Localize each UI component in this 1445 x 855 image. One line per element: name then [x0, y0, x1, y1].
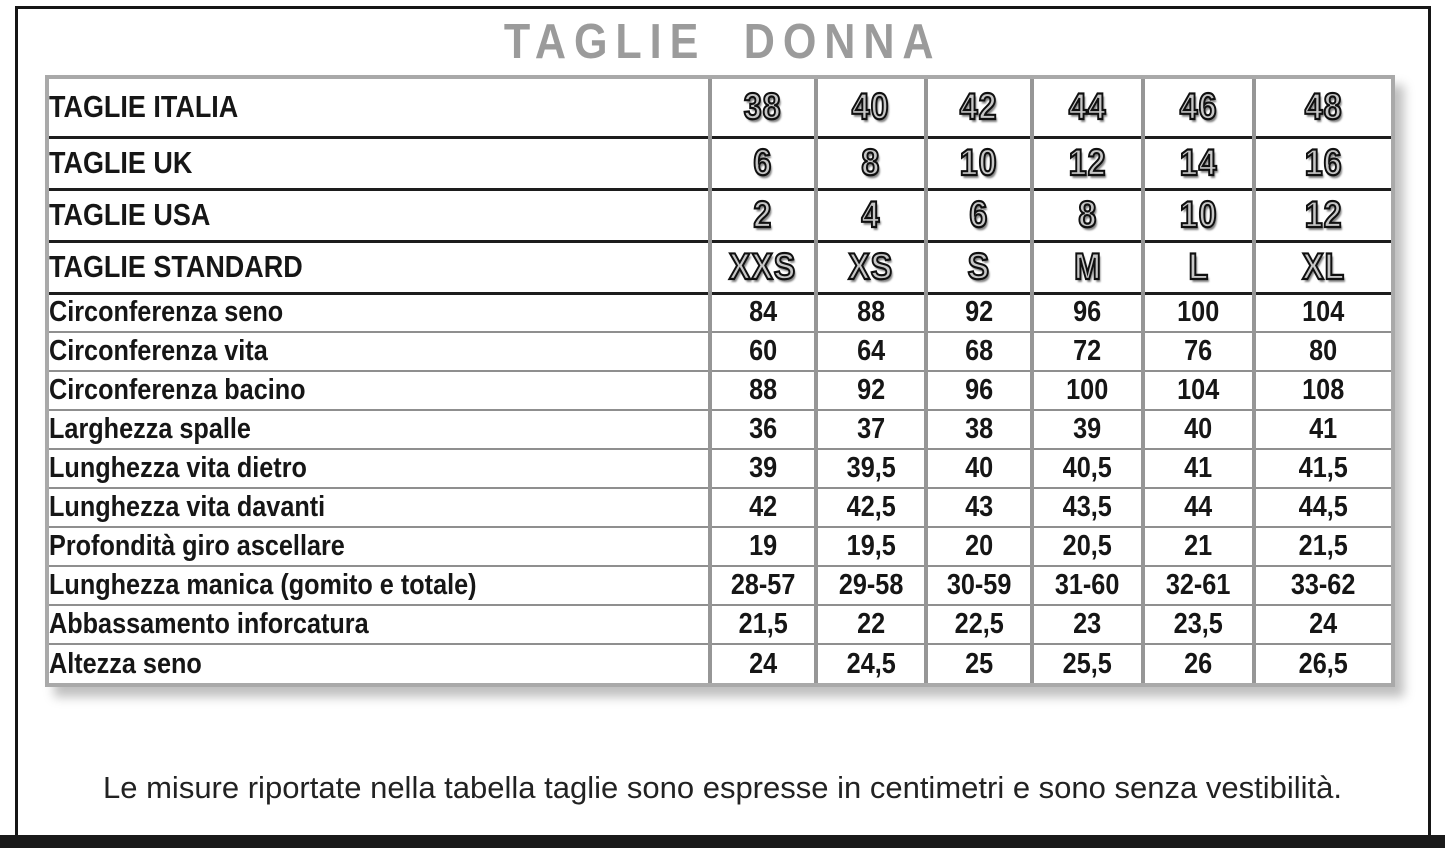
- measurement-value-cell: [926, 605, 1032, 644]
- cell-value: 20,5: [1062, 530, 1113, 562]
- cell-value: 24: [1309, 608, 1338, 640]
- row-label: [49, 293, 710, 332]
- cell-value: 40: [964, 452, 994, 484]
- cell-value: 44,5: [1298, 491, 1349, 523]
- measurement-value-cell: [816, 527, 926, 566]
- row-label-text: TAGLIE ITALIA: [49, 89, 239, 125]
- size-value-cell: [1032, 79, 1143, 137]
- measurement-value-cell: [926, 566, 1032, 605]
- cell-value: 39,5: [846, 452, 896, 484]
- size-value-cell: [710, 189, 816, 241]
- measurement-value-cell: [710, 605, 816, 644]
- size-value-cell: [1143, 189, 1254, 241]
- page-title: [0, 14, 1445, 70]
- measurement-value-cell: [710, 527, 816, 566]
- measurement-value-cell: [1032, 644, 1143, 683]
- cell-value: 38: [744, 86, 782, 128]
- row-label: [49, 605, 710, 644]
- cell-value: L: [1188, 246, 1209, 287]
- measurement-value-cell: [816, 488, 926, 527]
- measurement-value-cell: [710, 566, 816, 605]
- measurement-value-cell: [1032, 449, 1143, 488]
- size-value-cell: [816, 189, 926, 241]
- measurement-value-cell: [1254, 449, 1391, 488]
- measurement-value-cell: [816, 566, 926, 605]
- cell-value: 22: [856, 608, 886, 640]
- size-value-cell: [710, 241, 816, 293]
- measurement-value-cell: [1143, 605, 1254, 644]
- measurement-value-cell: [710, 371, 816, 410]
- measurement-value-cell: [1143, 449, 1254, 488]
- measurement-value-cell: [816, 371, 926, 410]
- cell-value: 2: [753, 194, 773, 235]
- size-value-cell: [926, 79, 1032, 137]
- cell-value: 48: [1304, 86, 1343, 128]
- size-value-cell: [1143, 137, 1254, 189]
- measurement-value-cell: [926, 410, 1032, 449]
- measurement-value-cell: [710, 449, 816, 488]
- size-value-cell: [1143, 79, 1254, 137]
- cell-value: 96: [1073, 296, 1102, 329]
- row-label-text: Abbassamento inforcatura: [49, 608, 369, 640]
- row-label-text: Lunghezza manica (gomito e totale): [49, 569, 477, 601]
- cell-value: 104: [1302, 296, 1345, 329]
- cell-value: 16: [1304, 142, 1343, 183]
- cell-value: 72: [1073, 335, 1102, 367]
- row-label: [49, 371, 710, 410]
- measurement-value-cell: [816, 293, 926, 332]
- cell-value: 40: [1184, 413, 1213, 445]
- measurement-value-cell: [710, 488, 816, 527]
- cell-value: 26: [1184, 647, 1213, 680]
- measurement-value-cell: [1032, 410, 1143, 449]
- cell-value: 60: [748, 335, 778, 367]
- row-label-text: Lunghezza vita dietro: [49, 452, 307, 484]
- cell-value: 33-62: [1291, 569, 1356, 601]
- size-value-cell: [926, 189, 1032, 241]
- row-label: [49, 488, 710, 527]
- size-value-cell: [1254, 241, 1391, 293]
- measurement-row: [49, 410, 1391, 449]
- cell-value: 42,5: [846, 491, 896, 523]
- measurement-value-cell: [926, 449, 1032, 488]
- cell-value: 19,5: [846, 530, 896, 562]
- cell-value: 108: [1302, 374, 1345, 406]
- measurement-value-cell: [1143, 332, 1254, 371]
- cell-value: 38: [964, 413, 994, 445]
- measurement-value-cell: [926, 527, 1032, 566]
- cell-value: 46: [1179, 86, 1218, 128]
- row-label: [49, 241, 710, 293]
- cell-value: 40: [852, 86, 890, 128]
- measurement-row: [49, 449, 1391, 488]
- measurement-row: [49, 644, 1391, 683]
- row-label: [49, 566, 710, 605]
- cell-value: 28-57: [730, 569, 796, 601]
- measurement-value-cell: [816, 410, 926, 449]
- cell-value: 20: [964, 530, 994, 562]
- size-value-cell: [1143, 241, 1254, 293]
- cell-value: 22,5: [954, 608, 1004, 640]
- cell-value: 4: [861, 194, 881, 235]
- measurement-value-cell: [1143, 410, 1254, 449]
- cell-value: 40,5: [1062, 452, 1113, 484]
- measurement-row: [49, 605, 1391, 644]
- cell-value: 41,5: [1298, 452, 1349, 484]
- cell-value: 6: [753, 142, 773, 183]
- row-label: [49, 449, 710, 488]
- measurement-value-cell: [1143, 566, 1254, 605]
- measurement-value-cell: [710, 293, 816, 332]
- measurement-value-cell: [1143, 488, 1254, 527]
- row-label-text: Circonferenza bacino: [49, 374, 306, 406]
- measurement-row: [49, 293, 1391, 332]
- measurement-value-cell: [926, 644, 1032, 683]
- cell-value: 8: [861, 142, 881, 183]
- cell-value: 92: [964, 296, 994, 329]
- measurement-value-cell: [1032, 293, 1143, 332]
- measurement-value-cell: [1254, 371, 1391, 410]
- cell-value: 100: [1177, 296, 1220, 329]
- measurement-value-cell: [710, 332, 816, 371]
- size-table: [49, 79, 1391, 683]
- cell-value: XS: [848, 246, 894, 287]
- measurement-value-cell: [1032, 332, 1143, 371]
- cell-value: XXS: [729, 246, 797, 287]
- measurement-value-cell: [926, 332, 1032, 371]
- cell-value: 10: [1179, 194, 1218, 235]
- measurement-value-cell: [1032, 488, 1143, 527]
- cell-value: 39: [1073, 413, 1102, 445]
- measurement-value-cell: [1254, 332, 1391, 371]
- cell-value: 64: [856, 335, 886, 367]
- measurement-value-cell: [710, 644, 816, 683]
- cell-value: 8: [1078, 194, 1097, 235]
- cell-value: 41: [1184, 452, 1213, 484]
- cell-value: 14: [1179, 142, 1218, 183]
- row-label-text: Circonferenza seno: [49, 296, 284, 329]
- cell-value: 24: [748, 647, 778, 680]
- cell-value: 88: [748, 374, 778, 406]
- page-title-text: TAGLIE DONNA: [503, 15, 942, 69]
- row-label-text: Altezza seno: [49, 647, 202, 680]
- cell-value: 21,5: [738, 608, 788, 640]
- cell-value: 43,5: [1062, 491, 1113, 523]
- bottom-rule: [0, 835, 1445, 848]
- cell-value: M: [1073, 246, 1102, 287]
- cell-value: 44: [1184, 491, 1213, 523]
- size-value-cell: [1032, 189, 1143, 241]
- size-table-container: [45, 75, 1395, 687]
- cell-value: 19: [748, 530, 778, 562]
- row-label: [49, 189, 710, 241]
- cell-value: 25: [964, 647, 994, 680]
- measurement-value-cell: [1032, 527, 1143, 566]
- measurement-value-cell: [926, 371, 1032, 410]
- measurement-row: [49, 566, 1391, 605]
- size-system-row: [49, 137, 1391, 189]
- measurement-value-cell: [1254, 644, 1391, 683]
- cell-value: 37: [856, 413, 886, 445]
- row-label: [49, 527, 710, 566]
- measurement-value-cell: [926, 488, 1032, 527]
- size-value-cell: [816, 241, 926, 293]
- size-value-cell: [816, 137, 926, 189]
- cell-value: S: [967, 246, 991, 287]
- measurement-value-cell: [1032, 566, 1143, 605]
- cell-value: 12: [1304, 194, 1343, 235]
- row-label-text: Profondità giro ascellare: [49, 530, 345, 562]
- measurement-value-cell: [1254, 566, 1391, 605]
- measurement-value-cell: [1032, 371, 1143, 410]
- row-label-text: TAGLIE STANDARD: [49, 249, 303, 284]
- size-system-row: [49, 241, 1391, 293]
- cell-value: 39: [748, 452, 778, 484]
- size-value-cell: [1032, 137, 1143, 189]
- cell-value: 21,5: [1298, 530, 1349, 562]
- measurement-value-cell: [1143, 527, 1254, 566]
- size-system-row: [49, 189, 1391, 241]
- size-value-cell: [1254, 137, 1391, 189]
- measurement-value-cell: [926, 293, 1032, 332]
- row-label: [49, 137, 710, 189]
- measurement-value-cell: [1143, 644, 1254, 683]
- cell-value: 26,5: [1298, 647, 1349, 680]
- cell-value: 80: [1309, 335, 1338, 367]
- size-value-cell: [816, 79, 926, 137]
- size-value-cell: [710, 79, 816, 137]
- measurement-value-cell: [1143, 293, 1254, 332]
- cell-value: 32-61: [1166, 569, 1231, 601]
- row-label-text: Larghezza spalle: [49, 413, 251, 445]
- size-value-cell: [926, 137, 1032, 189]
- cell-value: 29-58: [838, 569, 904, 601]
- cell-value: 96: [964, 374, 994, 406]
- row-label: [49, 79, 710, 137]
- size-value-cell: [1254, 79, 1391, 137]
- cell-value: 68: [964, 335, 994, 367]
- cell-value: 25,5: [1062, 647, 1113, 680]
- measurement-row: [49, 371, 1391, 410]
- measurement-row: [49, 332, 1391, 371]
- cell-value: 23: [1073, 608, 1102, 640]
- measurement-value-cell: [1254, 410, 1391, 449]
- row-label-text: TAGLIE UK: [49, 145, 193, 180]
- cell-value: 44: [1068, 86, 1107, 128]
- measurement-value-cell: [1254, 527, 1391, 566]
- measurement-value-cell: [816, 644, 926, 683]
- cell-value: 21: [1184, 530, 1213, 562]
- row-label-text: Circonferenza vita: [49, 335, 268, 367]
- measurement-value-cell: [816, 449, 926, 488]
- cell-value: 92: [856, 374, 886, 406]
- units-footnote: Le misure riportate nella tabella taglie sono espresse in centimetri e sono senza vestibilità.: [103, 770, 1342, 805]
- cell-value: 30-59: [946, 569, 1012, 601]
- size-value-cell: [1254, 189, 1391, 241]
- cell-value: 31-60: [1055, 569, 1120, 601]
- row-label: [49, 332, 710, 371]
- measurement-row: [49, 527, 1391, 566]
- cell-value: 10: [960, 142, 998, 183]
- cell-value: 100: [1066, 374, 1109, 406]
- measurement-value-cell: [816, 332, 926, 371]
- row-label-text: Lunghezza vita davanti: [49, 491, 326, 523]
- cell-value: 12: [1068, 142, 1107, 183]
- cell-value: 76: [1184, 335, 1213, 367]
- row-label: [49, 644, 710, 683]
- cell-value: 36: [748, 413, 778, 445]
- measurement-value-cell: [1254, 605, 1391, 644]
- cell-value: 88: [856, 296, 886, 329]
- cell-value: 42: [960, 86, 998, 128]
- cell-value: 41: [1309, 413, 1338, 445]
- measurement-value-cell: [1254, 488, 1391, 527]
- size-value-cell: [926, 241, 1032, 293]
- measurement-value-cell: [816, 605, 926, 644]
- cell-value: 6: [969, 194, 989, 235]
- size-value-cell: [1032, 241, 1143, 293]
- measurement-value-cell: [1254, 293, 1391, 332]
- row-label-text: TAGLIE USA: [49, 197, 211, 232]
- measurement-value-cell: [1143, 371, 1254, 410]
- cell-value: 104: [1177, 374, 1220, 406]
- cell-value: 84: [748, 296, 778, 329]
- size-system-row: [49, 79, 1391, 137]
- size-value-cell: [710, 137, 816, 189]
- row-label: [49, 410, 710, 449]
- measurement-value-cell: [1032, 605, 1143, 644]
- cell-value: 24,5: [846, 647, 896, 680]
- cell-value: XL: [1302, 246, 1345, 287]
- cell-value: 43: [964, 491, 994, 523]
- measurement-row: [49, 488, 1391, 527]
- cell-value: 42: [748, 491, 778, 523]
- measurement-value-cell: [710, 410, 816, 449]
- cell-value: 23,5: [1173, 608, 1224, 640]
